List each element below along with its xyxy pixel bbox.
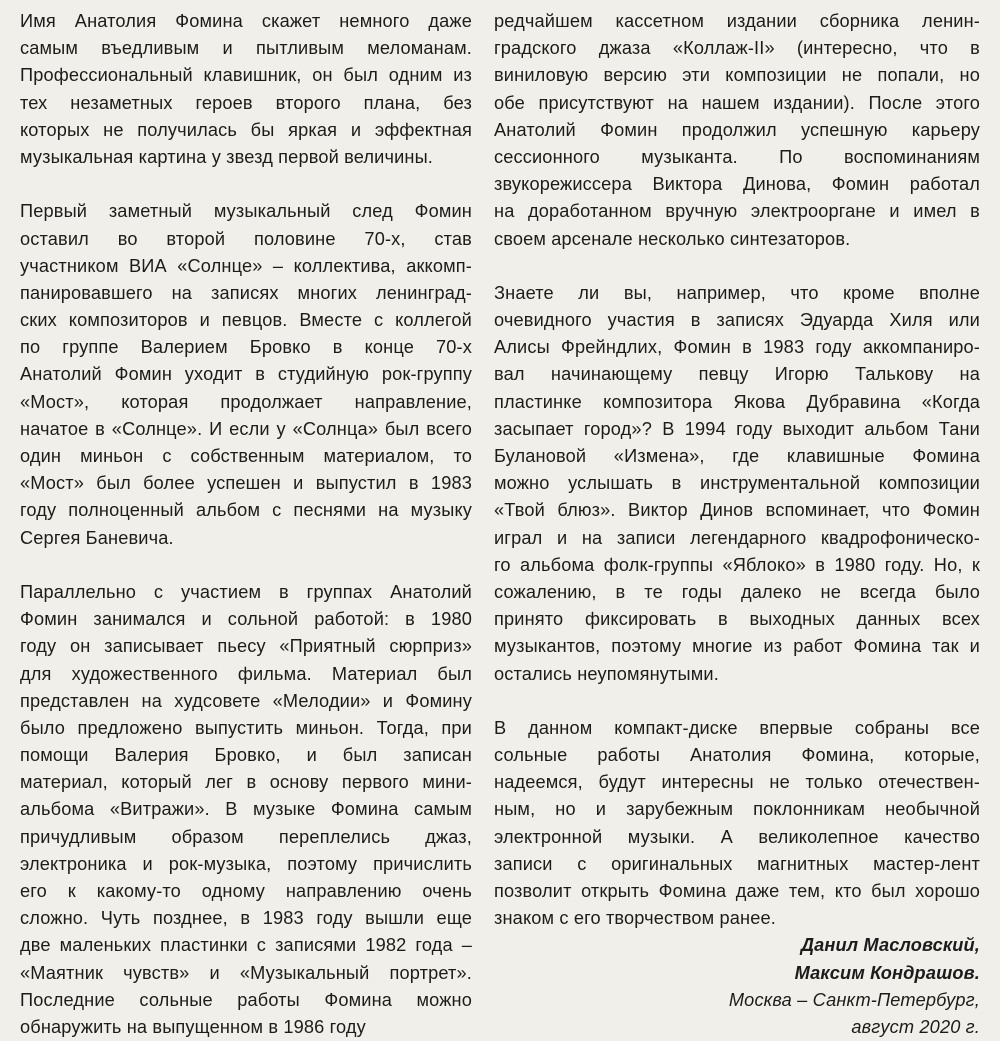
text-line: своем арсенале несколько синтезаторов. (494, 228, 851, 249)
text-line: ских композиторов и певцов. Вместе с коллегой (20, 310, 472, 331)
text-line: на доработанном вручную электрооргане и имел в (494, 201, 980, 222)
text-line: оставил во второй половине 70-х, став (20, 228, 472, 249)
text-line: его к какому-то одному направлению очень (20, 881, 472, 901)
text-line: материал, который лег в основу первого мини- (20, 772, 472, 793)
text-line: засыпает город»? В 1994 году выходит альбом Тани (494, 418, 980, 439)
text-line: один миньон с собственным материалом, то (20, 446, 472, 466)
text-line: сессионного музыканта. По воспоминаниям (494, 146, 980, 167)
text-line: пластинке композитора Якова Дубравина «Когда (494, 391, 980, 412)
text-line: представлен на худсовете «Мелодии» и Фомину (20, 690, 472, 711)
text-line: Булановой «Измена», где клавишные Фомина (494, 446, 980, 466)
text-line: помощи Валерия Бровко, и был записан (20, 745, 472, 766)
text-line: которых не получилась бы яркая и эффектная (20, 119, 472, 140)
text-line: Сергея Баневича. (20, 527, 174, 548)
text-line: Профессиональный клавишник, он был одним из (20, 65, 472, 86)
text-line: сложно. Чуть позднее, в 1983 году вышли еще (20, 908, 472, 929)
signature-place: Москва – Санкт-Петербург, (728, 989, 980, 1010)
text-line: виниловую версию эти композиции не попали, но (494, 65, 980, 86)
text-line: надеемся, будут интересны не только отечествен- (494, 772, 980, 793)
text-line: Имя Анатолия Фомина скажет немного даже (20, 11, 472, 31)
text-line: обе присутствуют на нашем издании). После этого (494, 92, 980, 113)
text-line: «Мост» был более успешен и выпустил в 1983 (20, 473, 472, 494)
text-line: Знаете ли вы, например, что кроме вполне (494, 282, 980, 303)
text-line: знаком с его творчеством ранее. (494, 908, 776, 929)
text-line: «Маятник чувств» и «Музыкальный портрет». (20, 962, 472, 983)
text-line: альбома «Витражи». В музыке Фомина самым (20, 799, 472, 820)
paragraph (20, 8, 472, 171)
text-line: остались неупомянутыми. (494, 663, 719, 684)
text-line: по группе Валерием Бровко в конце 70-х (20, 337, 472, 358)
paragraph (494, 715, 980, 933)
text-line: очевидного участия в записях Эдуарда Хиля или (494, 310, 980, 331)
text-line: Анатолий Фомин уходит в студийную рок-группу (20, 364, 472, 385)
paragraph-gap (20, 171, 472, 198)
text-line: сольные работы Анатолия Фомина, которые, (494, 745, 980, 766)
text-line: самым въедливым и пытливым меломанам. (20, 38, 472, 59)
text-line: Параллельно с участием в группах Анатолий (20, 581, 472, 602)
text-line: «Мост», которая продолжает направление, (20, 391, 472, 412)
signature-author-1: Данил Масловский, (800, 935, 980, 956)
paragraph (494, 8, 980, 253)
text-line: году полноценный альбом с песнями на музыку (20, 500, 472, 521)
text-line: «Твой блюз». Виктор Динов вспоминает, что Фомин (494, 500, 980, 521)
text-line: тех незаметных героев второго плана, без (20, 92, 472, 113)
text-line: обнаружить на выпущенном в 1986 году (20, 1016, 366, 1037)
text-line: играл и на записи легендарного квадрофоническо- (494, 527, 980, 548)
text-line: две маленьких пластинки с записями 1982 года – (20, 935, 472, 956)
text-line: Алисы Фрейндлих, Фомин в 1983 году аккомпаниро- (494, 337, 980, 358)
text-line: году он записывает пьесу «Приятный сюрприз» (20, 636, 472, 657)
text-line: музыкальная картина у звезд первой величины. (20, 146, 433, 167)
signature-author-2: Максим Кондрашов. (794, 962, 980, 983)
text-line: для художественного фильма. Материал был (20, 663, 472, 684)
text-line: позволит открыть Фомина даже тем, кто был хорошо (494, 881, 980, 901)
text-line: было предложено выпустить миньон. Тогда, при (20, 717, 472, 738)
paragraph-gap (494, 253, 980, 280)
signature-block (494, 932, 980, 1041)
text-line: записи с оригинальных магнитных мастер-лент (494, 853, 980, 874)
text-line: Последние сольные работы Фомина можно (20, 989, 472, 1010)
text-line: Первый заметный музыкальный след Фомин (20, 201, 472, 222)
paragraph (494, 280, 980, 688)
text-line: можно услышать в инструментальной композиции (494, 473, 980, 494)
text-line: ным, но и зарубежным поклонникам необычной (494, 799, 980, 820)
right-text-column (494, 8, 980, 1041)
paragraph (20, 579, 472, 1041)
text-line: го альбома фолк-группы «Яблоко» в 1980 году. Но, к (494, 554, 980, 575)
text-line: панировавшего на записях многих ленинград- (20, 282, 472, 303)
paragraph-gap (494, 688, 980, 715)
left-text-column (20, 8, 472, 1041)
text-line: участником ВИА «Солнце» – коллектива, аккомп- (20, 255, 472, 276)
text-line: электронной музыки. А великолепное качество (494, 826, 980, 847)
right-paragraphs (494, 8, 980, 932)
text-line: причудливым образом переплелись джаз, (20, 826, 472, 847)
text-line: вал начинающему певцу Игорю Талькову на (494, 364, 980, 385)
text-line: начатое в «Солнце». И если у «Солнца» был всего (20, 418, 472, 439)
text-line: градского джаза «Коллаж-II» (интересно, что в (494, 38, 980, 59)
text-line: редчайшем кассетном издании сборника ленин- (494, 11, 980, 31)
paragraph (20, 198, 472, 551)
text-line: сожалению, в те годы далеко не всегда было (494, 581, 980, 602)
text-line: В данном компакт-диске впервые собраны все (494, 717, 980, 738)
text-line: музыкантов, поэтому многие из работ Фомина так и (494, 636, 980, 657)
paragraph-gap (20, 552, 472, 579)
text-line: Анатолий Фомин продолжил успешную карьеру (494, 119, 980, 140)
signature-date: август 2020 г. (851, 1016, 980, 1037)
text-line: электроника и рок-музыка, поэтому причислить (20, 853, 472, 874)
text-line: звукорежиссера Виктора Динова, Фомин работал (494, 174, 980, 195)
text-line: принято фиксировать в выходных данных всех (494, 609, 980, 630)
text-line: Фомин занимался и сольной работой: в 1980 (20, 609, 472, 630)
